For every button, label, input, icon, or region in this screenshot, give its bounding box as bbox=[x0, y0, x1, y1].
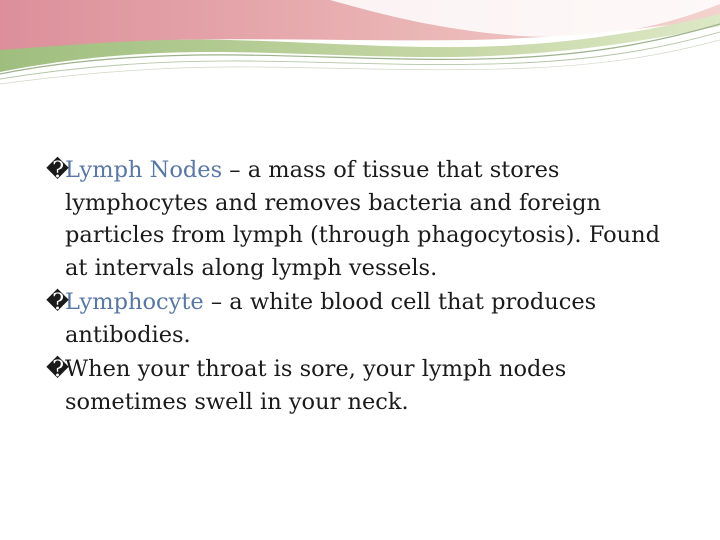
bullet-glyph: � bbox=[46, 289, 70, 315]
bullet-glyph: � bbox=[46, 157, 70, 183]
bullet-lymph-nodes bbox=[46, 154, 686, 284]
bullet-list bbox=[46, 154, 686, 420]
term-lymphocyte: Lymphocyte bbox=[65, 289, 204, 315]
definition-lymphocyte: – a white blood cell that produces antibodies. bbox=[65, 289, 597, 348]
bullet-sore-throat bbox=[46, 353, 686, 418]
header-wave-decoration bbox=[0, 0, 720, 90]
sore-throat-text: When your throat is sore, your lymph nodes sometimes swell in your neck. bbox=[65, 356, 567, 415]
bullet-lymphocyte bbox=[46, 286, 686, 351]
definition-lymph-nodes: – a mass of tissue that stores lymphocytes and removes bacteria and foreign particles from lymph (through phagocytosis). Found at intervals along lymph vessels. bbox=[65, 157, 661, 281]
bullet-glyph: � bbox=[46, 356, 70, 382]
term-lymph-nodes: Lymph Nodes bbox=[65, 157, 223, 183]
